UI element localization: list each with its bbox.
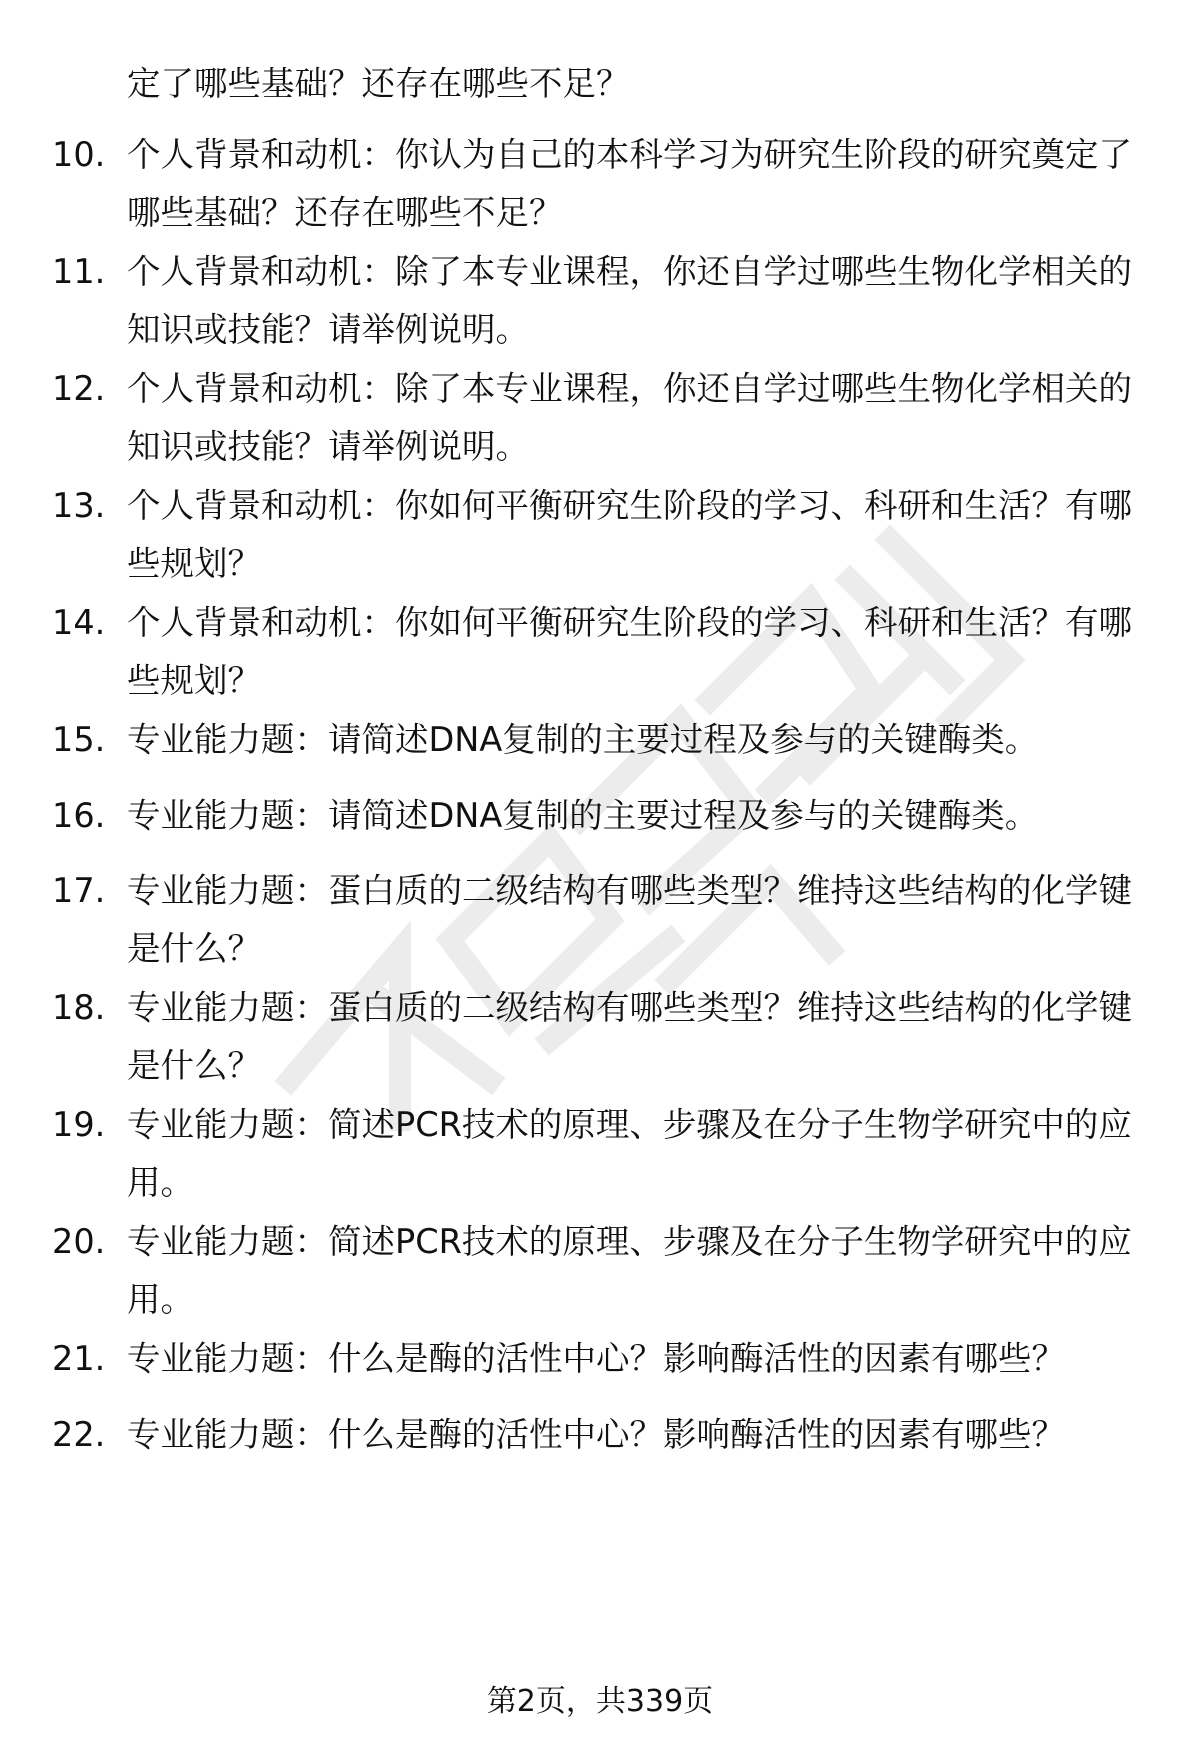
item-number: 12.	[52, 369, 106, 408]
item-text: 专业能力题：什么是酶的活性中心？影响酶活性的因素有哪些？	[127, 1415, 1065, 1454]
continuation-text: 定了哪些基础？还存在哪些不足？	[127, 64, 630, 103]
item-text: 个人背景和动机：除了本专业课程，你还自学过哪些生物化学相关的知识或技能？请举例说明。	[127, 252, 1132, 349]
item-text: 专业能力题：蛋白质的二级结构有哪些类型？维持这些结构的化学键是什么？	[127, 871, 1132, 968]
item-number: 18.	[52, 988, 106, 1027]
item-number: 14.	[52, 603, 106, 642]
item-text: 专业能力题：请简述DNA复制的主要过程及参与的关键酶类。	[127, 720, 1039, 759]
item-number: 17.	[52, 871, 106, 910]
item-number: 11.	[52, 252, 106, 291]
item-number: 21.	[52, 1339, 106, 1378]
item-number: 19.	[52, 1105, 106, 1144]
item-text: 专业能力题：请简述DNA复制的主要过程及参与的关键酶类。	[127, 796, 1039, 835]
item-text: 专业能力题：简述PCR技术的原理、步骤及在分子生物学研究中的应用。	[127, 1222, 1132, 1319]
item-number: 20.	[52, 1222, 106, 1261]
page-footer: 第2页，共339页	[486, 1684, 714, 1719]
item-number: 13.	[52, 486, 106, 525]
item-number: 15.	[52, 720, 106, 759]
item-number: 10.	[52, 135, 106, 174]
item-text: 个人背景和动机：你如何平衡研究生阶段的学习、科研和生活？有哪些规划？	[127, 486, 1132, 583]
item-text: 专业能力题：蛋白质的二级结构有哪些类型？维持这些结构的化学键是什么？	[127, 988, 1132, 1085]
item-text: 专业能力题：简述PCR技术的原理、步骤及在分子生物学研究中的应用。	[127, 1105, 1132, 1202]
item-number: 16.	[52, 796, 106, 835]
item-text: 个人背景和动机：你认为自己的本科学习为研究生阶段的研究奠定了哪些基础？还存在哪些不足？	[127, 135, 1132, 232]
item-text: 个人背景和动机：除了本专业课程，你还自学过哪些生物化学相关的知识或技能？请举例说明。	[127, 369, 1132, 466]
item-text: 个人背景和动机：你如何平衡研究生阶段的学习、科研和生活？有哪些规划？	[127, 603, 1132, 700]
item-text: 专业能力题：什么是酶的活性中心？影响酶活性的因素有哪些？	[127, 1339, 1065, 1378]
item-number: 22.	[52, 1415, 106, 1454]
